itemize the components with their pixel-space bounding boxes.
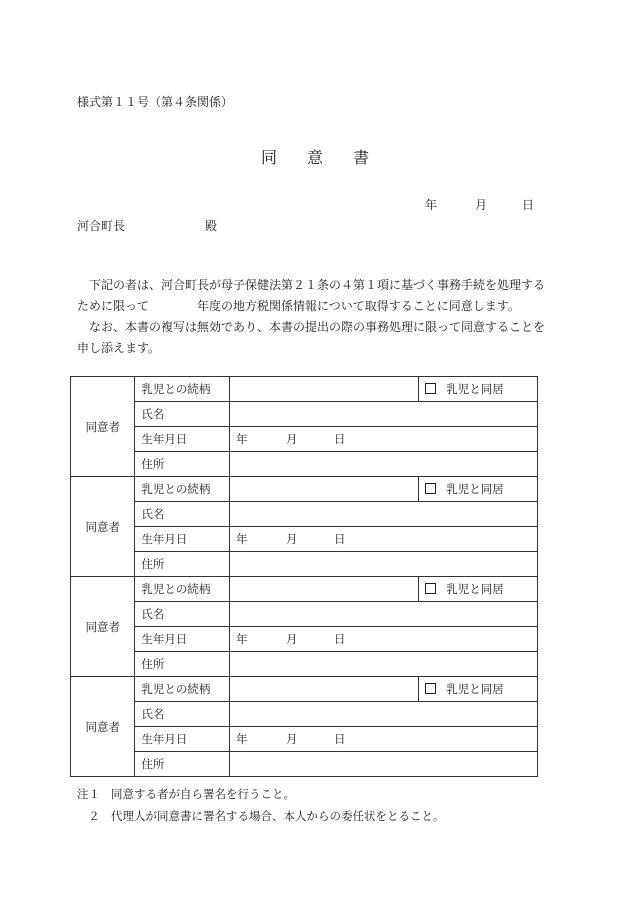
table-row — [71, 477, 538, 502]
birth-month-unit: 月 — [286, 632, 298, 646]
birth-field[interactable] — [230, 627, 538, 652]
birth-year-unit: 年 — [236, 532, 248, 546]
name-label: 氏名 — [135, 602, 230, 627]
relation-field[interactable] — [230, 377, 419, 402]
table-row — [71, 427, 538, 452]
date-day: 日 — [522, 198, 535, 212]
birth-year-unit: 年 — [236, 432, 248, 446]
cohabit-cell — [419, 477, 538, 502]
addressee — [77, 217, 217, 234]
table-row — [71, 602, 538, 627]
table-row — [71, 677, 538, 702]
note-2-text: 代理人が同意書に署名する場合、本人からの委任状をとること。 — [111, 809, 445, 823]
address-field[interactable] — [230, 452, 538, 477]
birth-day-unit: 日 — [334, 432, 346, 446]
birth-day-unit: 日 — [334, 632, 346, 646]
table-row — [71, 627, 538, 652]
cohabit-label: 乳児と同居 — [446, 482, 504, 496]
name-field[interactable] — [230, 402, 538, 427]
date-year: 年 — [425, 198, 438, 212]
cohabit-cell — [419, 377, 538, 402]
birth-year-unit: 年 — [236, 732, 248, 746]
date-month: 月 — [475, 198, 488, 212]
relation-field[interactable] — [230, 477, 419, 502]
address-field[interactable] — [230, 652, 538, 677]
birth-month-unit: 月 — [286, 432, 298, 446]
birth-field[interactable] — [230, 527, 538, 552]
table-row — [71, 752, 538, 777]
cohabit-cell — [419, 677, 538, 702]
birth-month-unit: 月 — [286, 532, 298, 546]
address-label: 住所 — [135, 652, 230, 677]
birth-label: 生年月日 — [135, 627, 230, 652]
relation-label: 乳児との続柄 — [135, 577, 230, 602]
name-field[interactable] — [230, 502, 538, 527]
name-label: 氏名 — [135, 702, 230, 727]
name-label: 氏名 — [135, 502, 230, 527]
address-label: 住所 — [135, 752, 230, 777]
name-field[interactable] — [230, 702, 538, 727]
cohabit-checkbox[interactable] — [425, 383, 436, 394]
form-number: 様式第１１号（第４条関係） — [77, 95, 234, 109]
table-row — [71, 577, 538, 602]
para1-line2b: 年度の地方税関係情報について取得することに同意します。 — [197, 299, 520, 313]
table-row — [71, 377, 538, 402]
table-row — [71, 527, 538, 552]
birth-label: 生年月日 — [135, 527, 230, 552]
para2-line1: なお、本書の複写は無効であり、本書の提出の際の事務処理に限って同意することを — [89, 320, 546, 334]
table-row — [71, 652, 538, 677]
address-label: 住所 — [135, 552, 230, 577]
addressee-name: 河合町長 — [77, 219, 126, 233]
note-1-number: 注１ — [77, 787, 100, 801]
consent-paragraph — [77, 275, 547, 317]
para1-line1: 下記の者は、河合町長が母子保健法第２１条の４第１項に基づく事務手続を処理する — [89, 278, 546, 292]
table-row — [71, 727, 538, 752]
consent-table — [70, 376, 538, 777]
honorific: 殿 — [205, 219, 218, 233]
name-label: 氏名 — [135, 402, 230, 427]
birth-label: 生年月日 — [135, 727, 230, 752]
table-row — [71, 402, 538, 427]
birth-label: 生年月日 — [135, 427, 230, 452]
note-1 — [77, 783, 445, 805]
para2-line2: 申し添えます。 — [77, 341, 161, 355]
date-line — [425, 196, 534, 213]
cohabit-label: 乳児と同居 — [446, 382, 504, 396]
cohabit-cell — [419, 577, 538, 602]
consenter-label: 同意者 — [71, 477, 135, 577]
cohabit-checkbox[interactable] — [425, 483, 436, 494]
consenter-label: 同意者 — [71, 377, 135, 477]
consenter-label: 同意者 — [71, 677, 135, 777]
note-2-number: ２ — [88, 809, 100, 823]
address-field[interactable] — [230, 552, 538, 577]
address-field[interactable] — [230, 752, 538, 777]
consenter-label: 同意者 — [71, 577, 135, 677]
birth-day-unit: 日 — [334, 732, 346, 746]
name-field[interactable] — [230, 602, 538, 627]
birth-field[interactable] — [230, 727, 538, 752]
copy-notice-paragraph — [77, 317, 547, 359]
address-label: 住所 — [135, 452, 230, 477]
birth-day-unit: 日 — [334, 532, 346, 546]
table-row — [71, 502, 538, 527]
birth-year-unit: 年 — [236, 632, 248, 646]
cohabit-label: 乳児と同居 — [446, 682, 504, 696]
cohabit-checkbox[interactable] — [425, 683, 436, 694]
para1-line2a: ために限って — [77, 299, 150, 313]
cohabit-checkbox[interactable] — [425, 583, 436, 594]
relation-label: 乳児との続柄 — [135, 477, 230, 502]
table-row — [71, 702, 538, 727]
relation-field[interactable] — [230, 577, 419, 602]
relation-field[interactable] — [230, 677, 419, 702]
relation-label: 乳児との続柄 — [135, 377, 230, 402]
page-title: 同意書 — [260, 148, 399, 167]
note-2 — [77, 805, 445, 827]
table-row — [71, 452, 538, 477]
relation-label: 乳児との続柄 — [135, 677, 230, 702]
birth-month-unit: 月 — [286, 732, 298, 746]
birth-field[interactable] — [230, 427, 538, 452]
notes — [77, 783, 445, 827]
note-1-text: 同意する者が自ら署名を行うこと。 — [111, 787, 295, 801]
cohabit-label: 乳児と同居 — [446, 582, 504, 596]
table-row — [71, 552, 538, 577]
